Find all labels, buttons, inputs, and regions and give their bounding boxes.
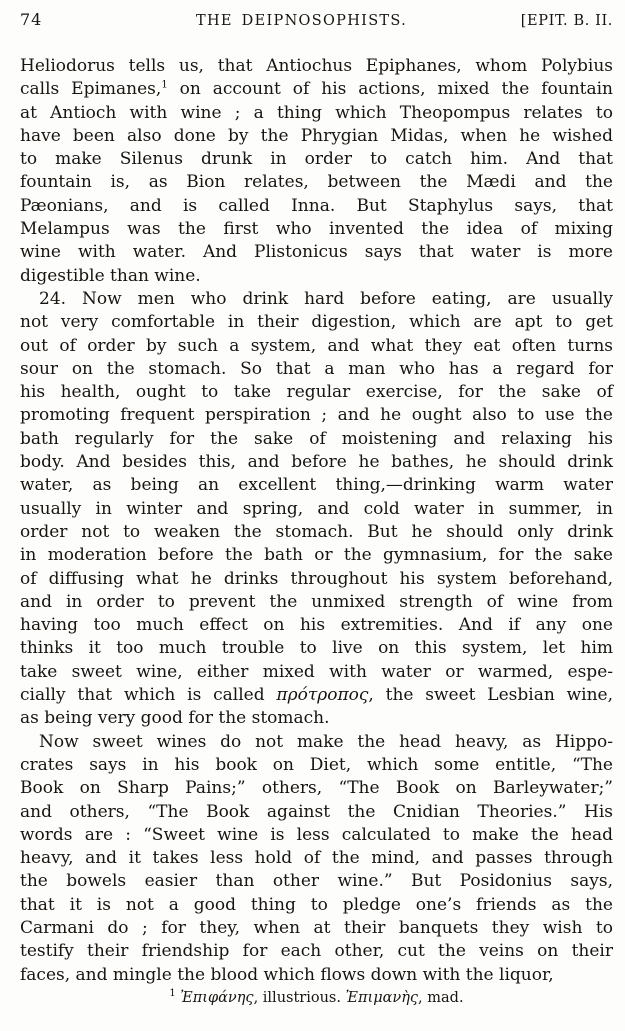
text-segment: as being very good for the stomach. bbox=[20, 708, 330, 729]
page-number: 74 bbox=[20, 10, 43, 29]
text-line bbox=[20, 288, 613, 311]
text-segment: thinks it too much trouble to live on this system, let him bbox=[20, 638, 613, 659]
text-line bbox=[20, 241, 613, 264]
text-segment: body. And besides this, and before he bathes, he should drink bbox=[20, 452, 613, 473]
text-segment: wine with water. And Plistonicus says that water is more bbox=[20, 242, 613, 263]
text-line bbox=[20, 78, 613, 101]
text-line bbox=[20, 125, 613, 148]
text-line bbox=[20, 311, 613, 334]
text-segment: water, as being an excellent thing,—drinking warm water bbox=[20, 475, 613, 496]
paragraph bbox=[20, 55, 613, 288]
text-segment: usually in winter and spring, and cold water in summer, in bbox=[20, 498, 613, 519]
text-segment: Now sweet wines do not make the head heavy, as Hippo- bbox=[39, 731, 613, 752]
text-segment: have been also done by the Phrygian Midas, when he wished bbox=[20, 125, 613, 146]
text-line bbox=[20, 847, 613, 870]
text-line bbox=[20, 870, 613, 893]
text-line bbox=[20, 474, 613, 497]
greek-term: πρότροπος bbox=[276, 685, 369, 706]
text-segment: not very comfortable in their digestion, which are apt to get bbox=[20, 312, 613, 333]
text-line bbox=[20, 358, 613, 381]
text-line bbox=[20, 148, 613, 171]
text-line bbox=[20, 707, 613, 730]
text-segment: Book on Sharp Pains;” others, “The Book on Barleywater;” bbox=[20, 778, 613, 799]
text-line bbox=[20, 614, 613, 637]
text-segment: digestible than wine. bbox=[20, 265, 201, 286]
text-line bbox=[20, 102, 613, 125]
text-segment: Heliodorus tells us, that Antiochus Epiphanes, whom Polybius bbox=[20, 56, 613, 76]
text-segment: calls Epimanes, bbox=[20, 79, 162, 100]
text-segment: crates says in his book on Diet, which some entitle, “The bbox=[20, 754, 613, 775]
text-segment: Pæonians, and is called Inna. But Staphylus says, that bbox=[20, 195, 613, 216]
running-title: THE DEIPNOSOPHISTS. bbox=[195, 13, 408, 29]
text-segment: that it is not a good thing to pledge one’s friends as the bbox=[20, 894, 613, 915]
text-line bbox=[20, 754, 613, 777]
text-line bbox=[20, 451, 613, 474]
text-line bbox=[20, 521, 613, 544]
text-segment: heavy, and it takes less hold of the mind, and passes through bbox=[20, 848, 613, 869]
text-segment: his health, ought to take regular exercise, for the sake of bbox=[20, 382, 613, 403]
text-line bbox=[20, 195, 613, 218]
text-segment: , mad. bbox=[418, 989, 464, 1006]
text-segment: faces, and mingle the blood which flows down with the liquor, bbox=[20, 964, 554, 985]
text-line bbox=[20, 265, 613, 288]
text-segment: to make Silenus drunk in order to catch him. And that bbox=[20, 149, 613, 170]
text-segment: at Antioch with wine ; a thing which Theopompus relates to bbox=[20, 102, 613, 123]
text-segment: Melampus was the first who invented the idea of mixing bbox=[20, 219, 613, 240]
paragraph bbox=[20, 288, 613, 731]
section-marker: [EPIT. B. II. bbox=[520, 13, 613, 29]
text-segment: 24. Now men who drink hard before eating, are usually bbox=[39, 288, 613, 309]
greek-term: Ἐπιφάνης bbox=[180, 989, 254, 1006]
text-line bbox=[20, 917, 613, 940]
text-line bbox=[20, 55, 613, 78]
text-line bbox=[20, 684, 613, 707]
text-segment: and others, “The Book against the Cnidian Theories.” His bbox=[20, 801, 613, 822]
text-segment: bath regularly for the sake of moistening and relaxing his bbox=[20, 428, 613, 449]
text-line bbox=[20, 381, 613, 404]
text-line bbox=[20, 498, 613, 521]
text-segment: out of order by such a system, and what they eat often turns bbox=[20, 335, 613, 356]
text-line bbox=[20, 404, 613, 427]
text-line bbox=[20, 731, 613, 754]
text-segment: , the sweet Lesbian wine, bbox=[368, 685, 613, 706]
text-segment: and in order to prevent the unmixed strength of wine from bbox=[20, 591, 613, 612]
text-segment: cially that which is called bbox=[20, 685, 277, 706]
text-segment: in moderation before the bath or the gymnasium, for the sake bbox=[20, 545, 613, 566]
text-segment: testify their friendship for each other, cut the veins on their bbox=[20, 941, 613, 962]
text-line bbox=[20, 218, 613, 241]
greek-term: Ἐπιμανὴς bbox=[345, 989, 419, 1006]
text-line bbox=[20, 801, 613, 824]
text-line bbox=[20, 661, 613, 684]
text-line bbox=[20, 591, 613, 614]
text-segment: on account of his actions, mixed the fountain bbox=[167, 79, 614, 100]
text-line bbox=[20, 544, 613, 567]
text-segment: promoting frequent perspiration ; and he ought also to use the bbox=[20, 405, 613, 426]
footnote bbox=[20, 990, 613, 1006]
text-segment: take sweet wine, either mixed with water or warmed, espe- bbox=[20, 661, 613, 682]
text-segment: of diffusing what he drinks throughout his system beforehand, bbox=[20, 568, 613, 589]
text-line bbox=[20, 940, 613, 963]
text-segment: sour on the stomach. So that a man who has a regard for bbox=[20, 358, 613, 379]
paragraph bbox=[20, 731, 613, 987]
text-line bbox=[20, 894, 613, 917]
text-line bbox=[20, 964, 613, 987]
text-segment: , illustrious. bbox=[253, 989, 346, 1006]
text-segment: the bowels easier than other wine.” But Posidonius says, bbox=[20, 871, 613, 892]
text-line bbox=[20, 428, 613, 451]
footnote-reference: 1 bbox=[161, 79, 168, 91]
text-segment: words are : “Sweet wine is less calculated to make the head bbox=[20, 824, 613, 845]
text-line bbox=[20, 824, 613, 847]
text-segment: order not to weaken the stomach. But he should only drink bbox=[20, 521, 613, 542]
running-header bbox=[20, 10, 613, 29]
body-text bbox=[20, 55, 613, 987]
text-segment: fountain is, as Bion relates, between the Mædi and the bbox=[20, 172, 613, 193]
text-line bbox=[20, 637, 613, 660]
text-line bbox=[20, 568, 613, 591]
footnote-reference: 1 bbox=[169, 988, 176, 1000]
text-segment: having too much effect on his extremities. And if any one bbox=[20, 615, 613, 636]
text-line bbox=[20, 777, 613, 800]
text-line bbox=[20, 171, 613, 194]
text-line bbox=[20, 335, 613, 358]
text-segment: Carmani do ; for they, when at their banquets they wish to bbox=[20, 917, 613, 938]
